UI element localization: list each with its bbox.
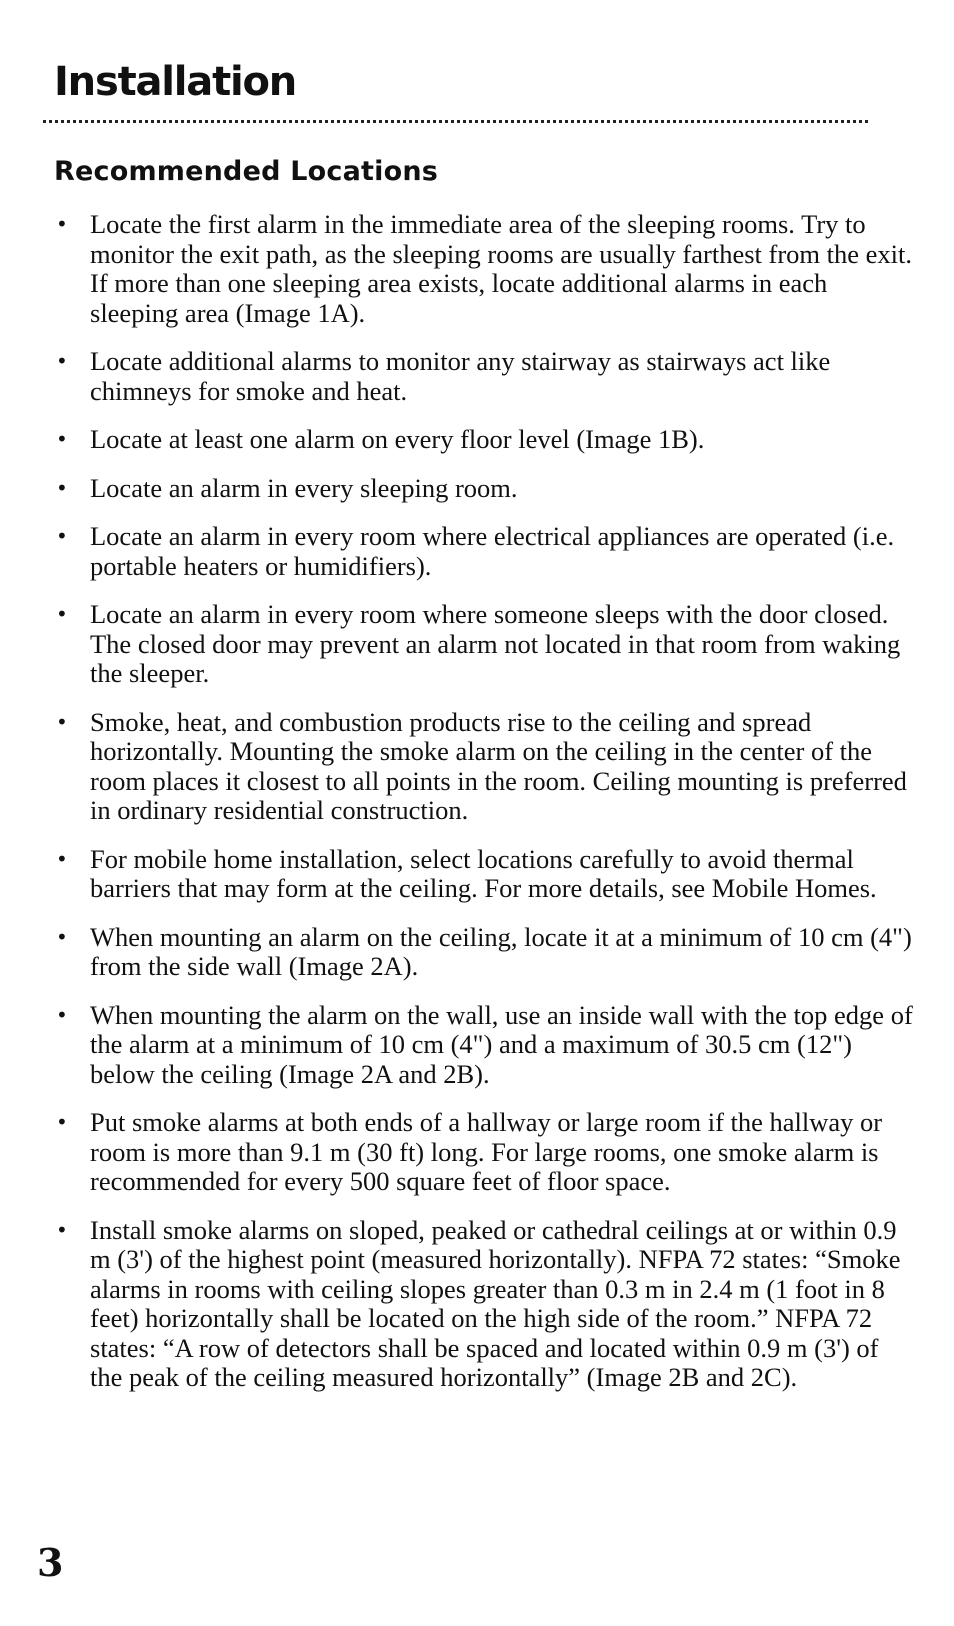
bullet-icon: • xyxy=(56,524,68,548)
list-item xyxy=(56,425,916,455)
list-item xyxy=(56,1216,916,1393)
list-item-text: For mobile home installation, select locations carefully to avoid thermal barriers that may form at the ceiling. For more details, see Mobile Homes. xyxy=(90,843,877,903)
list-item-text: Locate additional alarms to monitor any stairway as stairways act like chimneys for smoke and heat. xyxy=(90,346,831,406)
list-item-text: Smoke, heat, and combustion products rise to the ceiling and spread horizontally. Mounting the smoke alarm on the ceiling in the center of the room places it closest to all points in the room. Ceiling mounting is preferred in ordinary residential construction. xyxy=(90,706,907,825)
bullet-icon: • xyxy=(56,427,68,451)
list-item-text: Put smoke alarms at both ends of a hallway or large room if the hallway or room is more than 9.1 m (30 ft) long. For large rooms, one smoke alarm is recommended for every 500 square feet of floor space. xyxy=(90,1107,883,1196)
list-item xyxy=(56,210,916,328)
list-item xyxy=(56,347,916,406)
list-item xyxy=(56,923,916,982)
list-item-text: Locate an alarm in every room where someone sleeps with the door closed. The closed door may prevent an alarm not located in that room from waking the sleeper. xyxy=(90,599,901,688)
bullet-icon: • xyxy=(56,924,68,949)
bullet-icon: • xyxy=(56,709,68,734)
bullet-icon: • xyxy=(56,349,68,373)
list-item xyxy=(56,1108,916,1197)
list-item-text: Locate an alarm in every sleeping room. xyxy=(90,472,518,503)
section-heading: Recommended Locations xyxy=(54,156,439,187)
list-item xyxy=(56,600,916,689)
page-title: Installation xyxy=(54,59,297,105)
list-item-text: When mounting an alarm on the ceiling, locate it at a minimum of 10 cm (4") from the side wall (Image 2A). xyxy=(90,921,912,981)
bullet-icon: • xyxy=(56,1002,68,1027)
list-item xyxy=(56,474,916,504)
list-item-text: Locate the first alarm in the immediate area of the sleeping rooms. Try to monitor the exit path, as the sleeping rooms are usually farthest from the exit. If more than one sleeping area exists, locate additional alarms in each sleeping area (Image 1A). xyxy=(90,209,913,328)
bullet-icon: • xyxy=(56,212,68,236)
bullet-icon: • xyxy=(56,1110,68,1134)
list-item-text: When mounting the alarm on the wall, use an inside wall with the top edge of the alarm at a minimum of 10 cm (4") and a maximum of 30.5 cm (12") below the ceiling (Image 2A and 2B). xyxy=(90,999,913,1089)
list-item xyxy=(56,845,916,904)
list-item xyxy=(56,522,916,581)
list-item-text: Install smoke alarms on sloped, peaked or cathedral ceilings at or within 0.9 m (3') of the highest point (measured horizontally). NFPA 72 states: “Smoke alarms in rooms with ceiling slopes greater than 0.3 m in 2.4 m (1 foot in 8 feet) horizontally shall be located on the high side of the room.” NFPA 72 states: “A row of detectors shall be spaced and located within 0.9 m (3') of the peak of the ceiling measured horizontally” (Image 2B and 2C). xyxy=(90,1214,901,1392)
bullet-icon: • xyxy=(56,475,68,500)
recommendation-list xyxy=(56,210,916,1412)
page-number: 3 xyxy=(37,1540,64,1585)
list-item xyxy=(56,708,916,826)
list-item xyxy=(56,1001,916,1090)
list-item-text: Locate an alarm in every room where electrical appliances are operated (i.e. portable heaters or humidifiers). xyxy=(90,521,895,581)
bullet-icon: • xyxy=(56,1217,68,1242)
dotted-divider xyxy=(43,120,868,123)
list-item-text: Locate at least one alarm on every floor level (Image 1B). xyxy=(90,424,705,454)
bullet-icon: • xyxy=(56,846,68,871)
bullet-icon: • xyxy=(56,602,68,626)
